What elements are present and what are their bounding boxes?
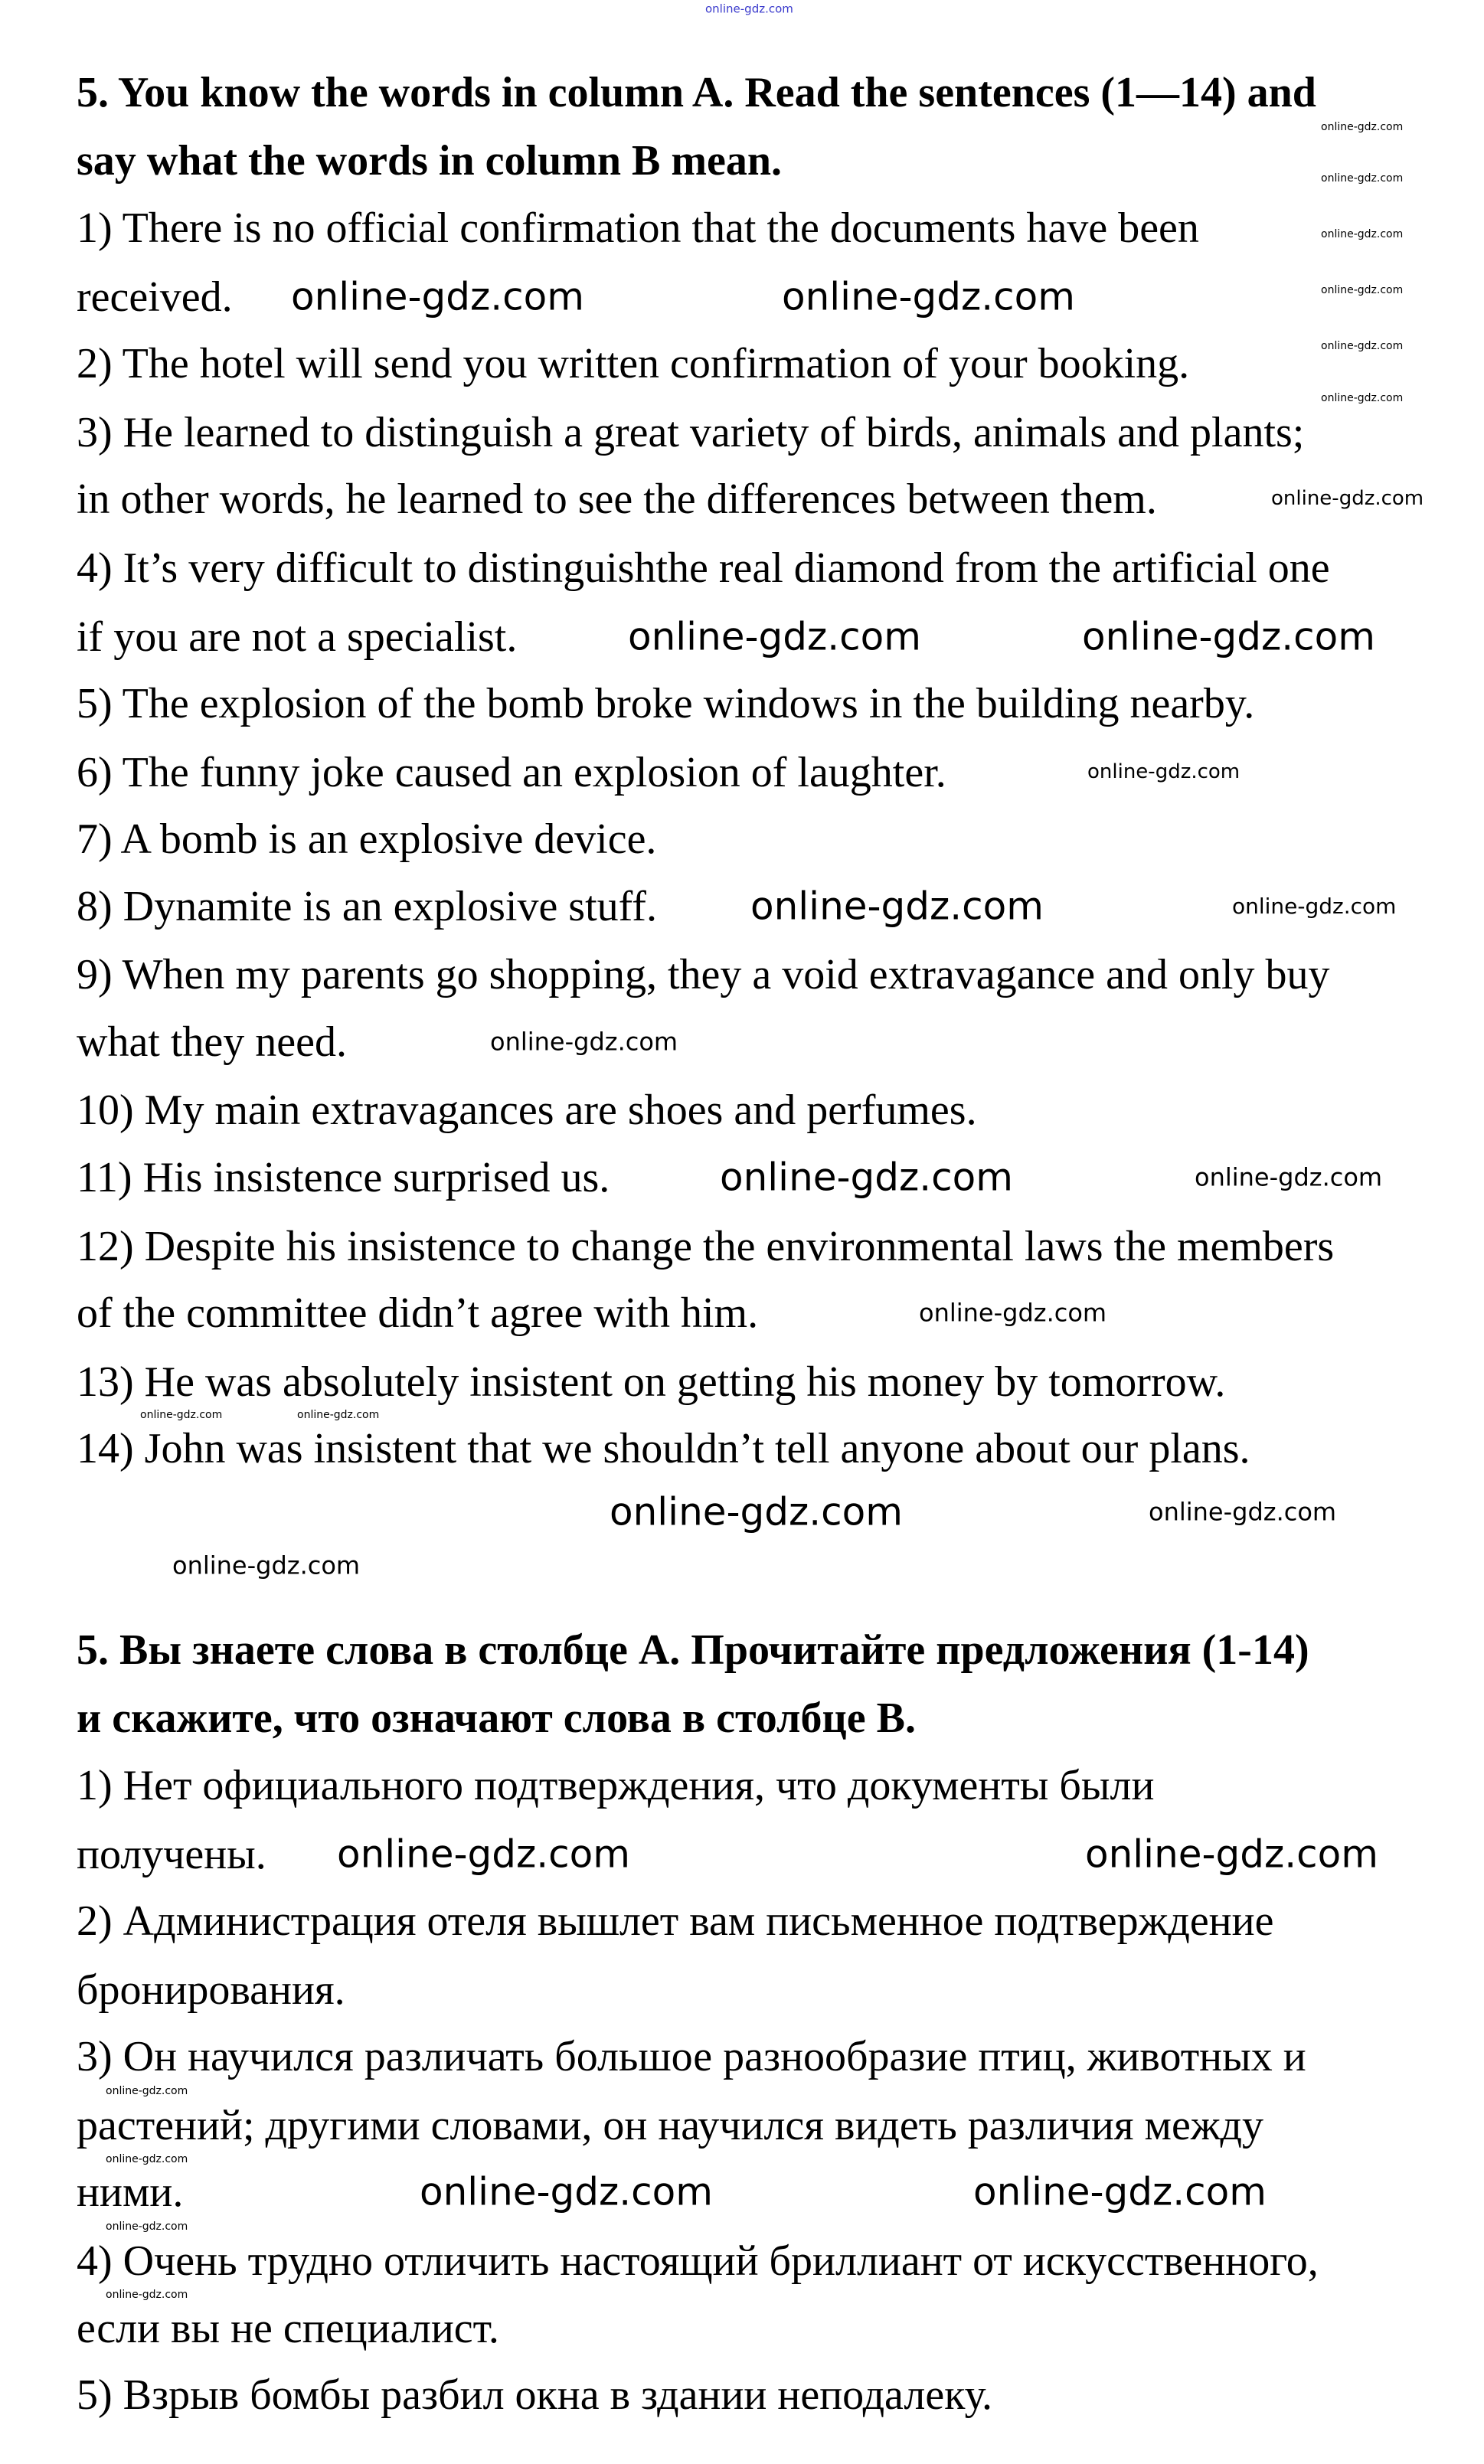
sentence-line: what they need. [77, 1018, 347, 1066]
watermark: online-gdz.com [1321, 120, 1404, 133]
sentence-line: 3) He learned to distinguish a great variety of birds, animals and plants; [77, 409, 1305, 456]
watermark: online-gdz.com [1321, 172, 1404, 185]
sentence-line: in other words, he learned to see the differences between them. [77, 475, 1157, 523]
watermark: online-gdz.com [628, 614, 921, 659]
sentence-line: 5) Взрыв бомбы разбил окна в здании неподалеку. [77, 2371, 993, 2419]
sentence-line: растений; другими словами, он научился видеть различия между [77, 2102, 1264, 2149]
watermark: online-gdz.com [1321, 227, 1404, 240]
sentence-line: 12) Despite his insistence to change the environmental laws the members [77, 1223, 1335, 1270]
watermark: online-gdz.com [106, 2152, 188, 2165]
sentence-line: 9) When my parents go shopping, they a void extravagance and only buy [77, 951, 1330, 998]
sentence-line: 8) Dynamite is an explosive stuff. [77, 883, 657, 930]
watermark: online-gdz.com [106, 2084, 188, 2097]
watermark: online-gdz.com [1321, 339, 1404, 352]
watermark: online-gdz.com [1087, 760, 1240, 784]
sentence-line: 3) Он научился различать большое разнообразие птиц, животных и [77, 2033, 1306, 2080]
sentence-line: if you are not a specialist. [77, 613, 518, 661]
watermark: online-gdz.com [1085, 1832, 1378, 1877]
sentence-line: 2) Администрация отеля вышлет вам письменное подтверждение [77, 1897, 1274, 1945]
sentence-line: 2) The hotel will send you written confirmation of your booking. [77, 340, 1190, 387]
sentence-line: получены. [77, 1831, 266, 1878]
watermark: online-gdz.com [750, 884, 1044, 929]
sentence-line: of the committee didn’t agree with him. [77, 1289, 759, 1337]
watermark: online-gdz.com [106, 2288, 188, 2301]
exercise-title: 5. Вы знаете слова в столбце А. Прочитайте предложения (1-14) [77, 1626, 1309, 1674]
watermark: online-gdz.com [705, 2, 793, 16]
watermark: online-gdz.com [919, 1298, 1107, 1328]
watermark: online-gdz.com [1321, 391, 1404, 404]
sentence-line: 13) He was absolutely insistent on getting his money by tomorrow. [77, 1358, 1226, 1406]
sentence-line: 4) It’s very difficult to distinguishthe real diamond from the artificial one [77, 544, 1330, 592]
watermark: online-gdz.com [490, 1027, 678, 1057]
exercise-title: say what the words in column B mean. [77, 137, 782, 185]
sentence-line: 14) John was insistent that we shouldn’t tell anyone about our plans. [77, 1425, 1250, 1472]
watermark: online-gdz.com [1232, 893, 1397, 919]
watermark: online-gdz.com [297, 1408, 380, 1421]
sentence-line: 11) His insistence surprised us. [77, 1154, 610, 1201]
watermark: online-gdz.com [973, 2169, 1267, 2214]
watermark: online-gdz.com [420, 2169, 713, 2214]
exercise-title: и скажите, что означают слова в столбце В. [77, 1694, 916, 1742]
sentence-line: 6) The funny joke caused an explosion of laughter. [77, 749, 946, 796]
sentence-line: 7) A bomb is an explosive device. [77, 815, 657, 863]
watermark: online-gdz.com [1082, 614, 1375, 659]
watermark: online-gdz.com [610, 1489, 903, 1534]
sentence-line: если вы не специалист. [77, 2305, 499, 2352]
watermark: online-gdz.com [720, 1155, 1013, 1200]
watermark: online-gdz.com [291, 274, 584, 319]
watermark: online-gdz.com [106, 2220, 188, 2233]
watermark: online-gdz.com [1271, 487, 1424, 511]
watermark: online-gdz.com [172, 1551, 361, 1580]
watermark: online-gdz.com [1149, 1497, 1337, 1527]
watermark: online-gdz.com [1195, 1162, 1383, 1192]
sentence-line: 1) There is no official confirmation that the documents have been [77, 204, 1199, 252]
exercise-title: 5. You know the words in column A. Read the sentences (1—14) and [77, 69, 1316, 116]
sentence-line: бронирования. [77, 1966, 345, 2014]
watermark: online-gdz.com [782, 274, 1075, 319]
sentence-line: 4) Очень трудно отличить настоящий бриллиант от искусственного, [77, 2237, 1319, 2285]
watermark: online-gdz.com [140, 1408, 223, 1421]
sentence-line: 10) My main extravagances are shoes and perfumes. [77, 1087, 977, 1134]
sentence-line: 5) The explosion of the bomb broke windows in the building nearby. [77, 680, 1255, 727]
watermark: online-gdz.com [337, 1832, 630, 1877]
sentence-line: ними. [77, 2168, 184, 2216]
watermark: online-gdz.com [1321, 283, 1404, 296]
sentence-line: received. [77, 273, 233, 321]
sentence-line: 1) Нет официального подтверждения, что документы были [77, 1762, 1155, 1809]
